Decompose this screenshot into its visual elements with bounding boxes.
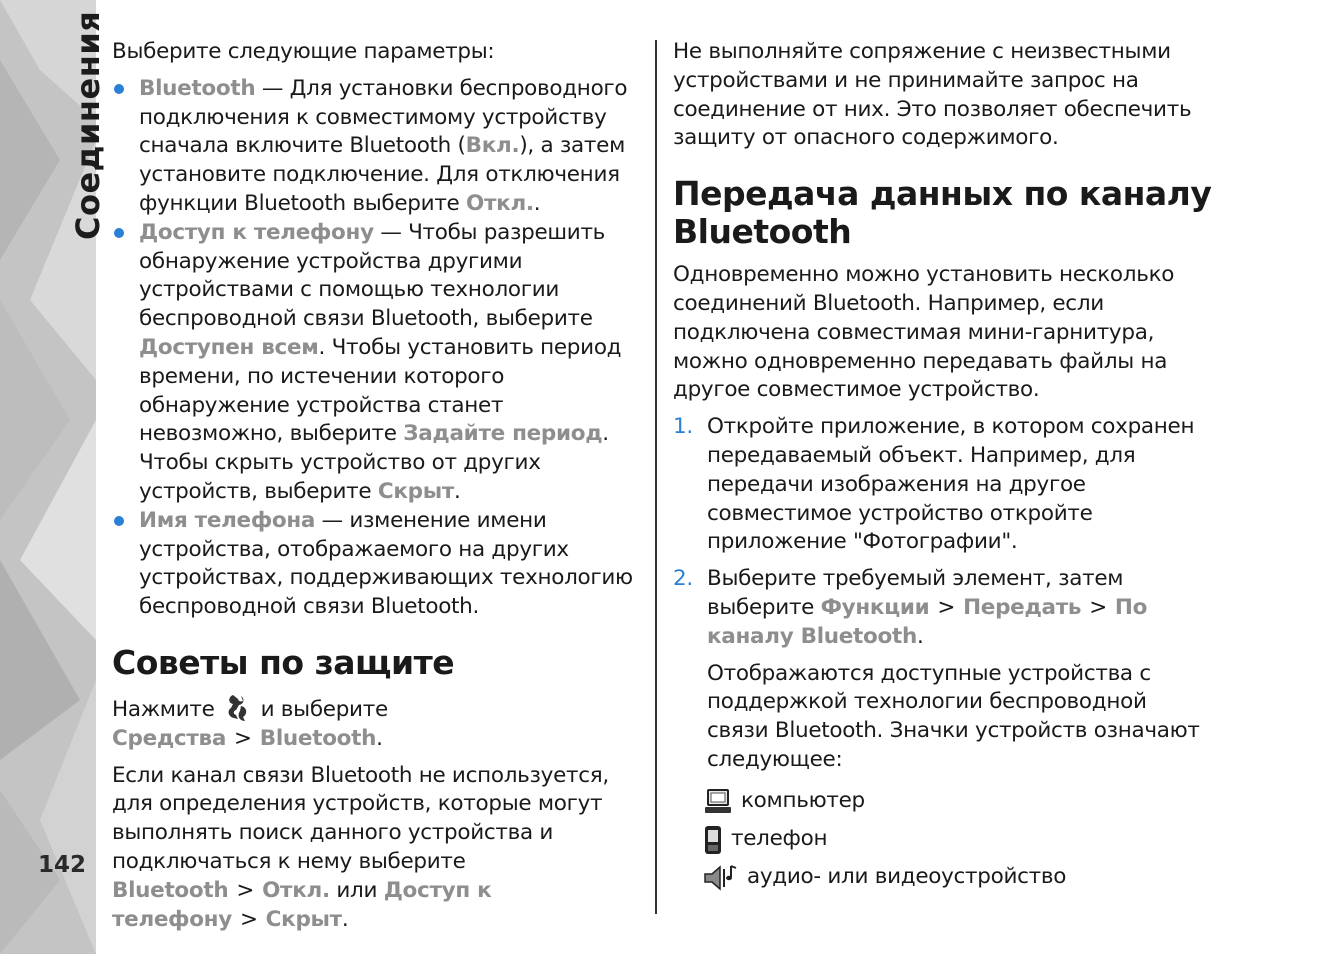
icon-legend-audio (673, 859, 1213, 897)
computer-icon (703, 788, 733, 816)
option-title: Bluetooth (139, 75, 256, 101)
bullet-icon (114, 84, 124, 94)
list-item (112, 75, 644, 219)
options-list (112, 75, 644, 622)
path-separator: > (234, 725, 252, 751)
path-separator: > (1089, 594, 1107, 620)
instruction-text: и выберите (260, 696, 388, 722)
right-column (673, 38, 1213, 897)
option-text: . (454, 478, 461, 504)
section-heading: Передача данных по каналу Bluetooth (673, 174, 1212, 252)
icon-label: компьютер (741, 788, 865, 814)
paragraph-text: Если канал связи Bluetooth не используется, для определения устройств, которые могут выполнять поиск данного устройства и подключаться к нему выберите (112, 762, 609, 874)
list-item (112, 219, 644, 507)
paragraph-text: . (341, 906, 349, 932)
path-separator: > (236, 877, 255, 903)
menu-path-item: Bluetooth (112, 877, 229, 903)
list-item (673, 413, 1213, 557)
left-column (112, 38, 644, 942)
icon-label: аудио- или видеоустройство (747, 864, 1067, 890)
option-title: Доступ к телефону (139, 219, 374, 245)
icon-legend-phone (673, 821, 1213, 859)
audio-video-icon (703, 863, 739, 893)
menu-path-item: Доступ к телефону (112, 877, 492, 932)
option-text: . Чтобы скрыть устройство от других устройств, выберите (139, 421, 609, 504)
step-number: 2. (673, 566, 693, 592)
icon-legend-computer (673, 783, 1213, 821)
menu-path-item: Откл. (262, 877, 330, 903)
bullet-icon (114, 228, 124, 238)
page-number: 142 (38, 852, 87, 878)
paragraph-text: или (329, 877, 384, 903)
phone-icon (703, 825, 723, 855)
menu-path-item: Bluetooth (259, 725, 377, 751)
list-item (673, 565, 1213, 651)
option-value: Скрыт (377, 478, 455, 504)
option-text: — Для установки беспроводного подключения к совместимому устройству сначала включите Bluetooth ( (139, 75, 628, 159)
step-text: Откройте приложение, в котором сохранен передаваемый объект. Например, для передачи изображения на другое совместимое устройство откройте приложение "Фотографии". (707, 414, 1195, 555)
list-item (112, 507, 644, 622)
path-separator: > (937, 594, 956, 620)
menu-path-item: Функции (820, 594, 930, 620)
column-divider (655, 40, 657, 914)
option-text: . Чтобы установить период времени, по истечении которого обнаружение устройства станет невозможно, выберите (139, 334, 622, 447)
intro-text: Выберите следующие параметры: (112, 39, 495, 64)
unused-paragraph (112, 762, 644, 935)
option-title: Имя телефона (139, 507, 316, 533)
step-number: 1. (673, 414, 693, 440)
devices-paragraph: Отображаются доступные устройства с поддержкой технологии беспроводной связи Bluetooth. Значки устройств означают следующее: (707, 660, 1200, 772)
intro-paragraph: Одновременно можно установить несколько соединений Bluetooth. Например, если подключена совместимая мини-гарнитура, можно одновременно передавать файлы на другое совместимое устройство. (673, 262, 1175, 403)
step-text: Выберите требуемый элемент, затем выберите (707, 566, 1124, 620)
option-text: — Чтобы разрешить обнаружение устройства другими устройствами с помощью технологии беспроводной связи Bluetooth, выберите (139, 219, 606, 332)
option-text: — изменение имени устройства, отображаемого на других устройствах, поддерживающих технологию беспроводной связи Bluetooth. (139, 507, 633, 620)
instruction-text: . (376, 725, 383, 751)
security-heading: Советы по защите (112, 642, 455, 682)
option-text: ), а затем установите подключение. Для отключения функции Bluetooth выберите (139, 133, 625, 216)
instruction-text: Нажмите (112, 696, 215, 722)
menu-path-item: Средства (112, 725, 227, 751)
option-value: Откл. (466, 190, 534, 216)
icon-label: телефон (731, 826, 828, 852)
menu-path-item: Скрыт (265, 906, 342, 932)
menu-path-item: По каналу Bluetooth (707, 594, 1148, 649)
bullet-icon (114, 516, 124, 526)
option-text: . (533, 190, 541, 216)
option-value: Вкл. (465, 133, 520, 159)
step-text: . (916, 623, 924, 649)
steps-list (673, 413, 1213, 651)
warning-text: Не выполняйте сопряжение с неизвестными устройствами и не принимайте запрос на соединение от них. Это позволяет обеспечить защиту от опасного содержимого. (673, 39, 1192, 151)
option-value: Задайте период (403, 421, 603, 447)
path-separator: > (239, 906, 258, 932)
menu-path-item: Передать (963, 594, 1082, 620)
chapter-title: Соединения (69, 10, 107, 240)
menu-key-icon (225, 692, 251, 722)
press-instruction (112, 692, 644, 754)
option-value: Доступен всем (139, 334, 319, 360)
